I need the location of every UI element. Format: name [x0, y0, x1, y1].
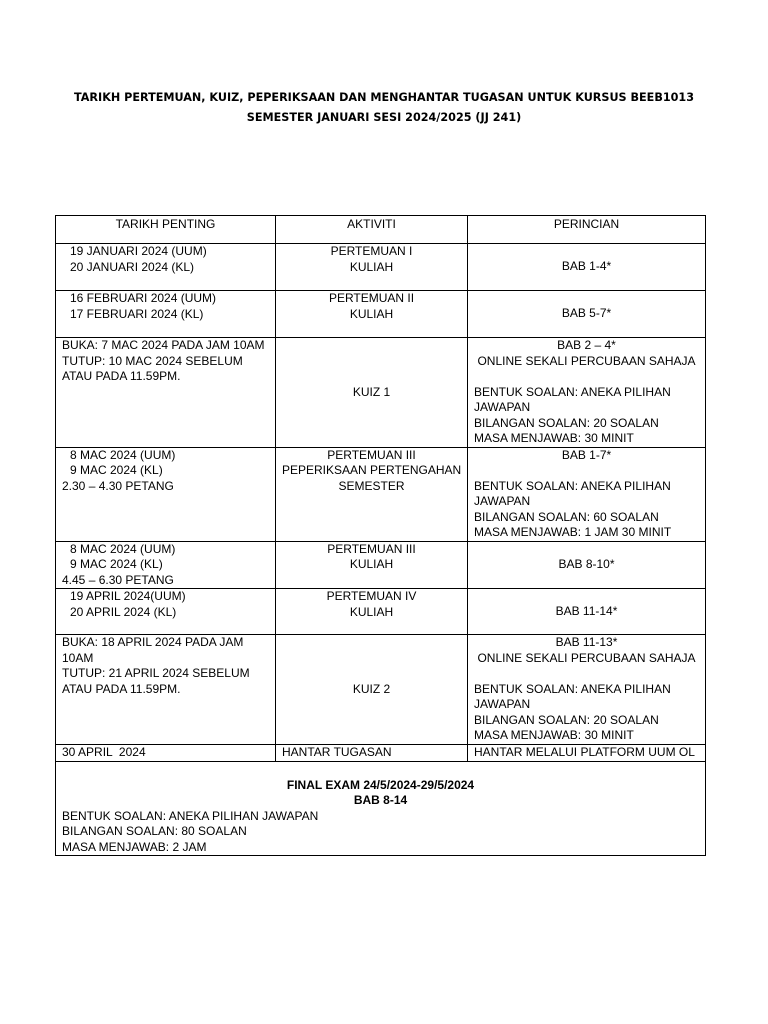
details-cell	[468, 745, 706, 762]
date-cell	[56, 244, 276, 291]
date-line: 8 MAC 2024 (UUM)	[70, 541, 176, 556]
details-cell	[468, 447, 706, 541]
activity-line: PERTEMUAN IV	[326, 589, 417, 603]
final-exam-cell	[56, 761, 706, 856]
details-line: ONLINE SEKALI PERCUBAAN SAHAJA	[477, 650, 696, 665]
date-cell	[56, 589, 276, 635]
date-line: 8 MAC 2024 (UUM)	[70, 447, 176, 462]
final-exam-row	[56, 761, 706, 856]
activity-cell	[276, 745, 468, 762]
final-exam-line: BILANGAN SOALAN: 80 SOALAN	[62, 824, 247, 838]
spacer	[474, 369, 699, 385]
activity-line: SEMESTER	[338, 478, 405, 493]
table-row	[56, 589, 706, 635]
date-line: 16 FEBRUARI 2024 (UUM)	[70, 291, 217, 305]
date-cell	[56, 338, 276, 448]
details-line: ONLINE SEKALI PERCUBAAN SAHAJA	[477, 353, 696, 368]
table-row	[56, 447, 706, 541]
date-line: ATAU PADA 11.59PM.	[62, 681, 181, 696]
spacer	[474, 666, 699, 682]
table-row	[56, 541, 706, 589]
details-line: BAB 5-7*	[561, 306, 612, 321]
date-line: TUTUP: 21 APRIL 2024 SEBELUM	[62, 666, 250, 680]
table-row	[56, 338, 706, 448]
details-line: MASA MENJAWAB: 1 JAM 30 MINIT	[474, 525, 672, 539]
details-line: BENTUK SOALAN: ANEKA PILIHAN	[474, 681, 671, 696]
final-exam-line: MASA MENJAWAB: 2 JAM	[62, 839, 207, 854]
activity-line: KULIAH	[349, 557, 394, 571]
date-line: 19 APRIL 2024(UUM)	[70, 589, 186, 603]
activity-cell	[276, 338, 468, 448]
date-line: 17 FEBRUARI 2024 (KL)	[70, 306, 204, 321]
final-exam-subtitle: BAB 8-14	[353, 793, 408, 807]
activity-line: PERTEMUAN III	[327, 541, 416, 556]
activity-line: PERTEMUAN I	[330, 244, 413, 258]
details-line: BAB 2 – 4*	[557, 338, 616, 352]
date-line: 30 APRIL 2024	[62, 745, 146, 759]
activity-line: KULIAH	[349, 259, 394, 274]
date-line: 20 JANUARI 2024 (KL)	[70, 259, 195, 274]
date-cell	[56, 447, 276, 541]
activity-cell	[276, 447, 468, 541]
date-line: 10AM	[62, 650, 94, 665]
details-cell	[468, 338, 706, 448]
details-cell	[468, 589, 706, 635]
activity-cell	[276, 635, 468, 745]
activity-line: HANTAR TUGASAN	[282, 745, 392, 759]
date-line: 4.45 – 6.30 PETANG	[62, 572, 174, 587]
details-line: BILANGAN SOALAN: 20 SOALAN	[474, 712, 659, 727]
details-cell	[468, 541, 706, 589]
details-cell	[468, 291, 706, 338]
activity-line: KUIZ 2	[352, 681, 391, 696]
details-line: BAB 11-13*	[555, 635, 618, 649]
details-line: MASA MENJAWAB: 30 MINIT	[474, 431, 634, 445]
details-line: HANTAR MELALUI PLATFORM UUM OL	[474, 745, 695, 759]
table-header-row	[56, 216, 706, 244]
details-cell	[468, 244, 706, 291]
date-cell	[56, 635, 276, 745]
final-exam-title: FINAL EXAM 24/5/2024-29/5/2024	[286, 777, 475, 792]
table-row	[56, 244, 706, 291]
date-cell	[56, 745, 276, 762]
activity-cell	[276, 244, 468, 291]
details-line: JAWAPAN	[474, 400, 531, 414]
details-line: BAB 1-4*	[561, 259, 612, 274]
date-line: BUKA: 7 MAC 2024 PADA JAM 10AM	[62, 338, 265, 352]
activity-cell	[276, 291, 468, 338]
activity-cell	[276, 589, 468, 635]
details-line: BAB 11-14*	[555, 603, 618, 618]
table-row	[56, 745, 706, 762]
header-aktiviti: AKTIVITI	[276, 216, 468, 244]
activity-line: PERTEMUAN III	[327, 447, 416, 462]
details-line: MASA MENJAWAB: 30 MINIT	[474, 728, 634, 742]
title-line-1: TARIKH PERTEMUAN, KUIZ, PEPERIKSAAN DAN MENGHANTAR TUGASAN UNTUK KURSUS BEEB1013	[74, 91, 694, 104]
table-row	[56, 635, 706, 745]
details-cell	[468, 635, 706, 745]
title-line-2: SEMESTER JANUARI SESI 2024/2025 (JJ 241)	[246, 111, 522, 124]
date-cell	[56, 541, 276, 589]
date-line: 9 MAC 2024 (KL)	[70, 463, 163, 477]
table-row	[56, 291, 706, 338]
details-line: BAB 8-10*	[558, 557, 615, 571]
date-line: 19 JANUARI 2024 (UUM)	[70, 244, 207, 258]
date-line: 9 MAC 2024 (KL)	[70, 557, 163, 571]
activity-line: KULIAH	[349, 306, 394, 321]
details-line: BILANGAN SOALAN: 20 SOALAN	[474, 415, 659, 430]
date-line: ATAU PADA 11.59PM.	[62, 369, 181, 383]
spacer	[474, 463, 699, 479]
header-perincian: PERINCIAN	[468, 216, 706, 244]
details-line: BENTUK SOALAN: ANEKA PILIHAN	[474, 384, 671, 399]
details-line: JAWAPAN	[474, 494, 531, 508]
details-line: JAWAPAN	[474, 697, 531, 711]
document-title	[0, 88, 768, 128]
details-line: BAB 1-7*	[561, 447, 612, 462]
details-line: BILANGAN SOALAN: 60 SOALAN	[474, 509, 659, 524]
schedule-table	[55, 215, 706, 856]
details-line: BENTUK SOALAN: ANEKA PILIHAN	[474, 478, 671, 493]
date-line: 20 APRIL 2024 (KL)	[70, 604, 177, 619]
header-tarikh-penting: TARIKH PENTING	[56, 216, 276, 244]
activity-line: PEPERIKSAAN PERTENGAHAN	[282, 463, 462, 477]
date-line: BUKA: 18 APRIL 2024 PADA JAM	[62, 635, 244, 649]
activity-line: KULIAH	[349, 604, 394, 619]
date-line: 2.30 – 4.30 PETANG	[62, 478, 174, 493]
activity-cell	[276, 541, 468, 589]
activity-line: KUIZ 1	[352, 384, 391, 399]
date-cell	[56, 291, 276, 338]
activity-line: PERTEMUAN II	[328, 291, 415, 305]
final-exam-line: BENTUK SOALAN: ANEKA PILIHAN JAWAPAN	[62, 808, 319, 823]
date-line: TUTUP: 10 MAC 2024 SEBELUM	[62, 353, 243, 368]
